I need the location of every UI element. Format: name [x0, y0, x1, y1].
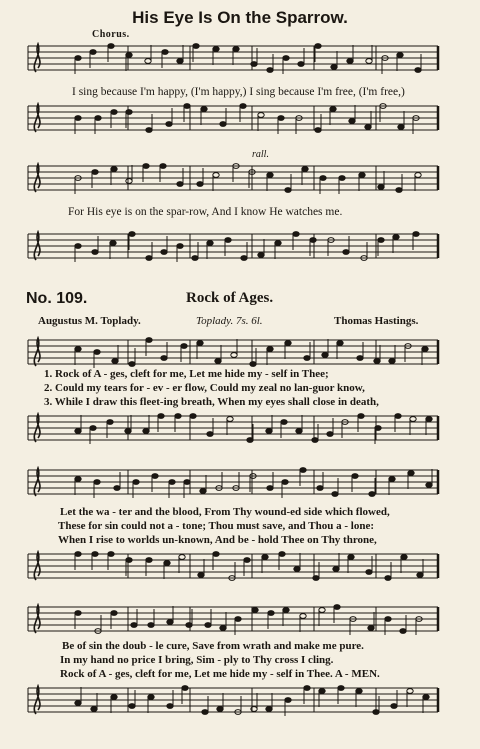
top-hymn-title: His Eye Is On the Sparrow. — [132, 8, 348, 27]
chorus-marker: Chorus. — [92, 29, 130, 40]
music-staff — [26, 162, 442, 196]
lyric-line: 1. Rock of A - ges, cleft for me, Let me hide my - self in Thee; — [44, 368, 329, 380]
music-staff — [26, 42, 442, 76]
music-staff — [26, 550, 442, 584]
music-staff — [26, 603, 442, 637]
music-staff — [26, 102, 442, 136]
music-staff — [26, 412, 442, 446]
music-staff — [26, 684, 442, 718]
lyric-line: When I rise to worlds un-known, And be - hold Thee on Thy throne, — [58, 534, 377, 546]
staff-lines — [26, 42, 442, 76]
lyricist-credit: Augustus M. Toplady. — [38, 315, 141, 327]
hymn-number: No. 109. — [26, 290, 88, 307]
hymn-title: Rock of Ages. — [186, 290, 274, 306]
lyric-line: For His eye is on the spar-row, And I know He watches me. — [68, 206, 343, 218]
staff-lines — [26, 230, 442, 264]
tune-meter: Toplady. 7s. 6l. — [196, 315, 263, 327]
lyric-line: 2. Could my tears for - ev - er flow, Could my zeal no lan-guor know, — [44, 382, 365, 394]
lyric-line: I sing because I'm happy, (I'm happy,) I sing because I'm free, (I'm free,) — [72, 86, 405, 98]
staff-lines — [26, 102, 442, 136]
staff-lines — [26, 466, 442, 500]
lyric-line: Let the wa - ter and the blood, From Thy wound-ed side which flowed, — [60, 506, 390, 518]
staff-lines — [26, 684, 442, 718]
lyric-line: In my hand no price I bring, Sim - ply to Thy cross I cling. — [60, 654, 334, 666]
lyric-line: Be of sin the doub - le cure, Save from wrath and make me pure. — [62, 640, 364, 652]
staff-lines — [26, 336, 442, 370]
rall-marker: rall. — [252, 149, 269, 160]
lyric-line: Rock of A - ges, cleft for me, Let me hide my - self in Thee. A - MEN. — [60, 668, 380, 680]
lyric-line: 3. While I draw this fleet-ing breath, When my eyes shall close in death, — [44, 396, 379, 408]
music-staff — [26, 466, 442, 500]
staff-lines — [26, 550, 442, 584]
staff-lines — [26, 162, 442, 196]
music-staff — [26, 230, 442, 264]
composer-credit: Thomas Hastings. — [334, 315, 419, 327]
lyric-line: These for sin could not a - tone; Thou must save, and Thou a - lone: — [58, 520, 374, 532]
staff-lines — [26, 412, 442, 446]
music-staff — [26, 336, 442, 370]
staff-lines — [26, 603, 442, 637]
